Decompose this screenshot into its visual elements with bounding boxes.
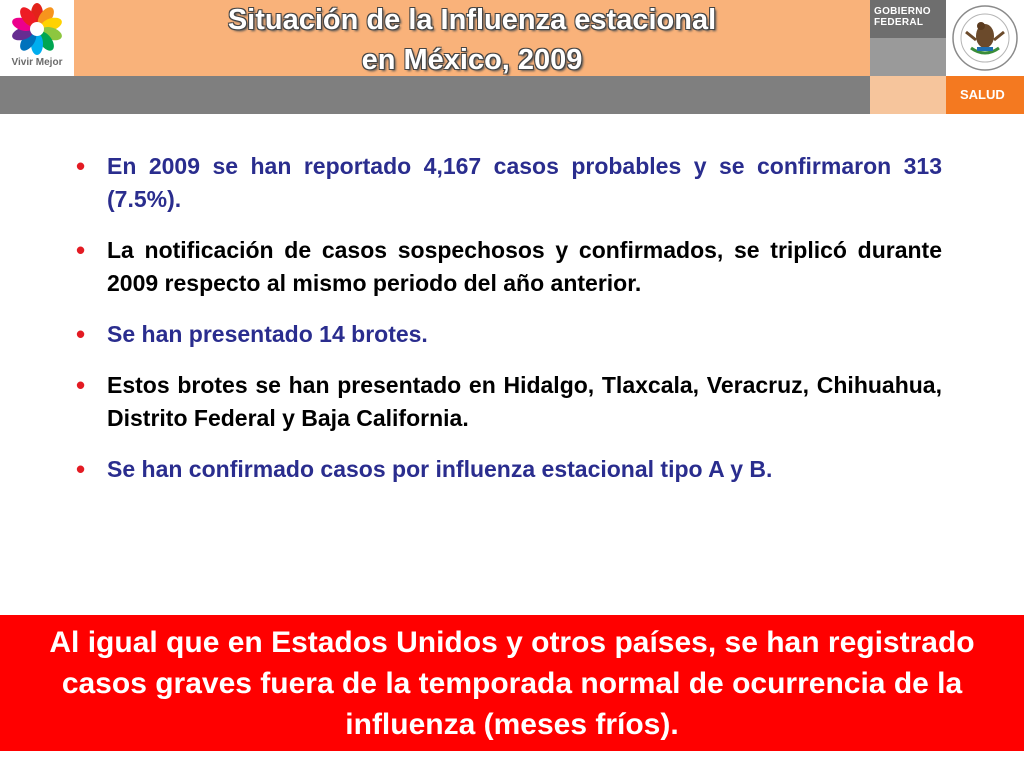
bullet-item	[76, 318, 942, 351]
bullet-text: La notificación de casos sospechosos y confirmados, se triplicó durante 2009 respecto al mismo periodo del año anterior.	[107, 237, 942, 296]
bullet-item	[76, 369, 942, 435]
bullet-item	[76, 234, 942, 300]
bullet-text: Se han confirmado casos por influenza estacional tipo A y B.	[107, 456, 773, 482]
bullet-text: Se han presentado 14 brotes.	[107, 321, 428, 347]
bullet-item	[76, 150, 942, 216]
bullet-list	[76, 150, 942, 504]
logo-caption: Vivir Mejor	[11, 57, 63, 68]
bullet-dot-icon: •	[76, 235, 86, 265]
title-line-1: Situación de la Influenza estacional	[227, 4, 717, 36]
title-line-2: en México, 2009	[361, 44, 583, 76]
federal-label: FEDERAL	[874, 17, 924, 28]
gobierno-label: GOBIERNO	[874, 6, 931, 17]
vivir-mejor-flower-icon	[0, 0, 74, 58]
mexican-coat-of-arms-icon	[946, 0, 1024, 76]
seal-container	[946, 0, 1024, 76]
bullet-text: En 2009 se han reportado 4,167 casos probables y se confirmaron 313 (7.5%).	[107, 153, 942, 212]
gobierno-federal-label	[874, 6, 931, 28]
callout-text: Al igual que en Estados Unidos y otros países, se han registrado casos graves fuera de la temporada normal de ocurrencia de la influenza (meses fríos).	[49, 626, 975, 741]
bullet-dot-icon: •	[76, 454, 86, 484]
bullet-dot-icon: •	[76, 319, 86, 349]
salud-label: SALUD	[960, 87, 1005, 102]
grey-block	[870, 38, 946, 76]
peach-block	[870, 76, 946, 114]
bullet-dot-icon: •	[76, 151, 86, 181]
bullet-dot-icon: •	[76, 370, 86, 400]
vivir-mejor-logo	[0, 0, 75, 76]
bullet-text: Estos brotes se han presentado en Hidalgo, Tlaxcala, Veracruz, Chihuahua, Distrito Federal y Baja California.	[107, 372, 942, 431]
page-title	[74, 0, 870, 80]
grey-band	[0, 76, 870, 114]
bullet-item	[76, 453, 942, 486]
